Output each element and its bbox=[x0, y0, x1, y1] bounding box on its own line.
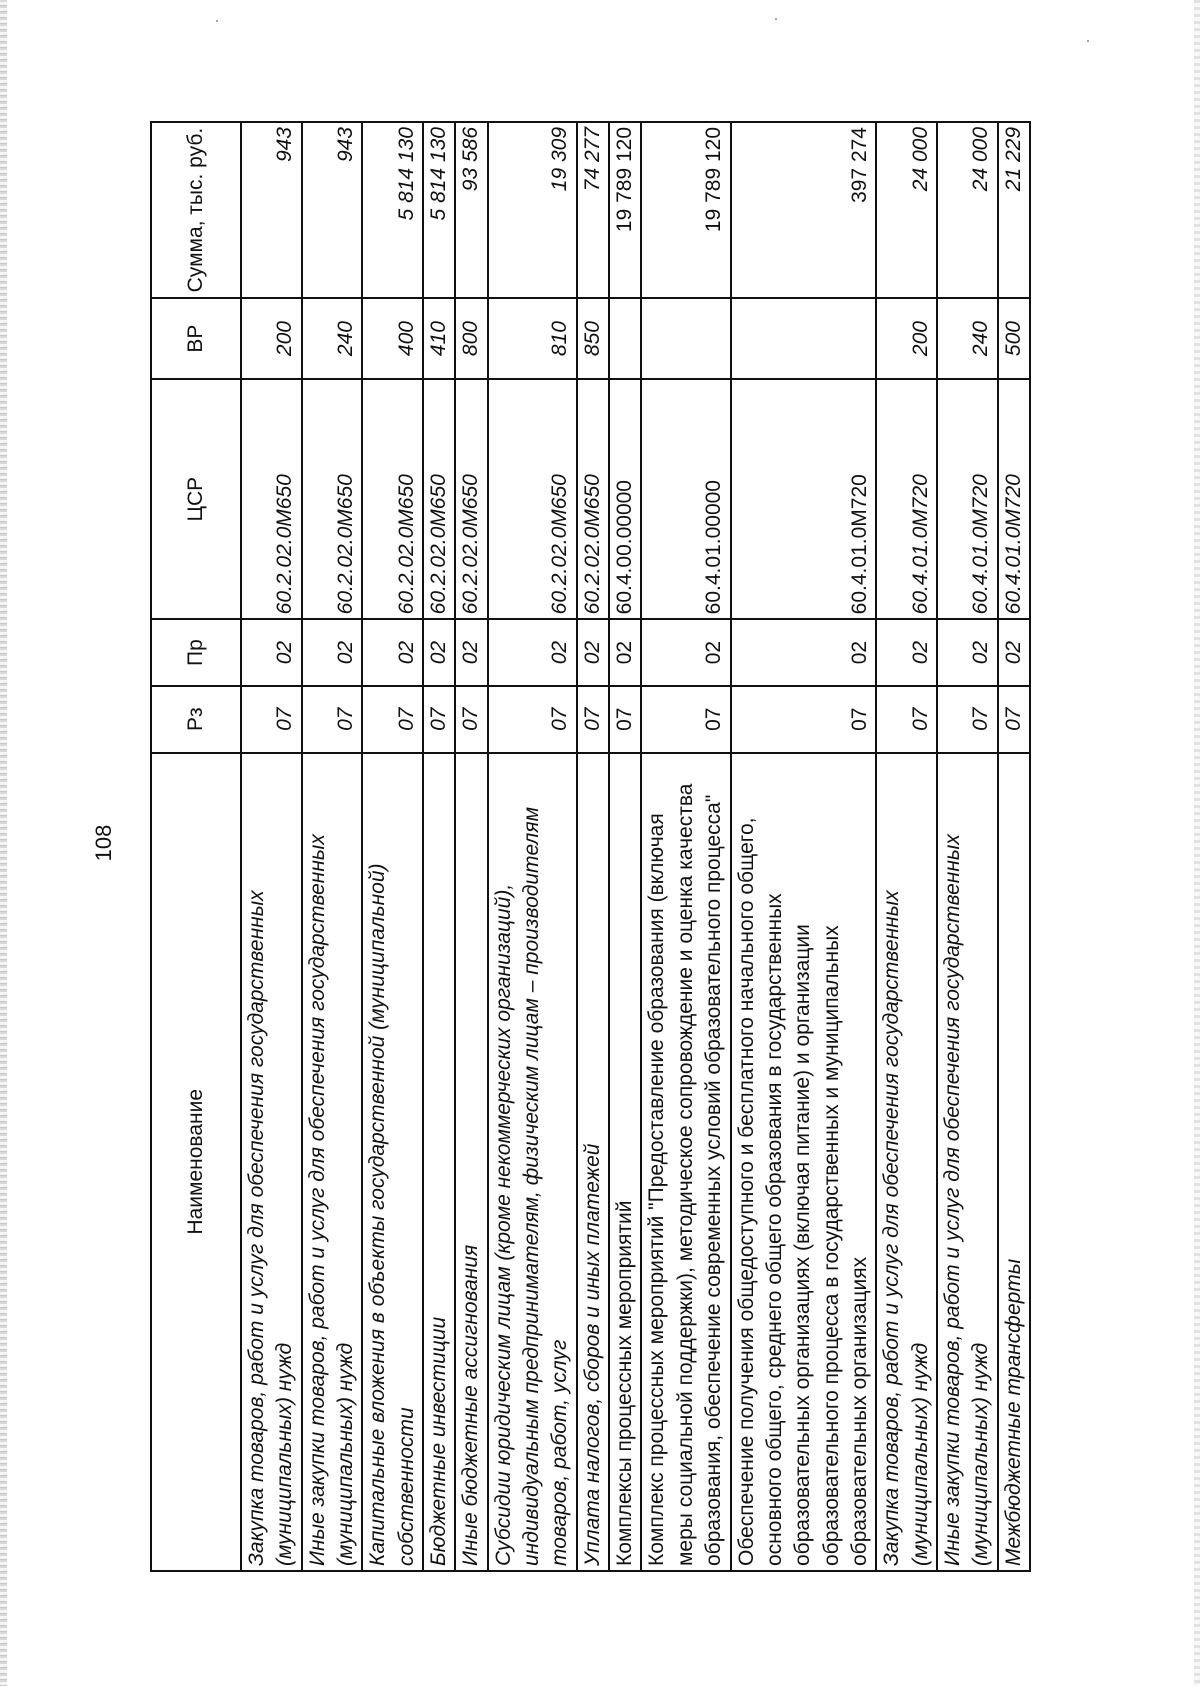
cell-pr: 02 bbox=[241, 619, 302, 686]
cell-sum: 943 bbox=[302, 122, 363, 298]
cell-rz: 07 bbox=[731, 686, 877, 753]
cell-vr: 240 bbox=[937, 298, 998, 379]
cell-csr: 60.4.01.0М720 bbox=[937, 379, 998, 619]
scan-speck bbox=[775, 18, 777, 20]
cell-sum: 24 000 bbox=[937, 122, 998, 298]
cell-pr: 02 bbox=[998, 619, 1030, 686]
header-sum: Сумма, тыс. руб. bbox=[151, 122, 241, 298]
cell-csr: 60.4.01.00000 bbox=[641, 379, 730, 619]
cell-vr: 240 bbox=[302, 298, 363, 379]
cell-vr bbox=[641, 298, 730, 379]
cell-name: Обеспечение получения общедоступного и бесплатного начального общего, основного общего, среднего общего образования в государственных образовательных организациях (включая питание) и организации образовательного процесса в государственных и муниципальных образовательных организациях bbox=[731, 753, 877, 1571]
cell-rz: 07 bbox=[998, 686, 1030, 753]
cell-pr: 02 bbox=[876, 619, 937, 686]
cell-vr bbox=[609, 298, 641, 379]
cell-sum: 93 586 bbox=[455, 122, 487, 298]
cell-rz: 07 bbox=[488, 686, 577, 753]
cell-name: Закупка товаров, работ и услуг для обеспечения государственных (муниципальных) нужд bbox=[241, 753, 302, 1571]
cell-csr: 60.2.02.0М650 bbox=[362, 379, 423, 619]
cell-csr: 60.2.02.0М650 bbox=[241, 379, 302, 619]
header-name: Наименование bbox=[151, 753, 241, 1571]
cell-name: Субсидии юридическим лицам (кроме некоммерческих организаций), индивидуальным предпринимателям, физическим лицам – производителям товаров, работ, услуг bbox=[488, 753, 577, 1571]
cell-name: Межбюджетные трансферты bbox=[998, 753, 1030, 1571]
cell-sum: 5 814 130 bbox=[362, 122, 423, 298]
page-number: 108 bbox=[91, 824, 116, 862]
scan-speck bbox=[216, 20, 218, 22]
cell-sum: 74 277 bbox=[577, 122, 609, 298]
table-header-row bbox=[151, 122, 241, 1571]
cell-name: Комплексы процессных мероприятий bbox=[609, 753, 641, 1571]
header-pr: Пр bbox=[151, 619, 241, 686]
cell-vr bbox=[731, 298, 877, 379]
cell-vr: 410 bbox=[423, 298, 455, 379]
cell-sum: 5 814 130 bbox=[423, 122, 455, 298]
table-row bbox=[577, 122, 609, 1571]
cell-sum: 21 229 bbox=[998, 122, 1030, 298]
cell-sum: 397 274 bbox=[731, 122, 877, 298]
cell-rz: 07 bbox=[302, 686, 363, 753]
cell-sum: 24 000 bbox=[876, 122, 937, 298]
table-row bbox=[488, 122, 577, 1571]
cell-pr: 02 bbox=[577, 619, 609, 686]
table-row bbox=[423, 122, 455, 1571]
cell-pr: 02 bbox=[302, 619, 363, 686]
cell-pr: 02 bbox=[362, 619, 423, 686]
cell-vr: 200 bbox=[241, 298, 302, 379]
header-vr: ВР bbox=[151, 298, 241, 379]
cell-sum: 19 789 120 bbox=[609, 122, 641, 298]
table-row bbox=[937, 122, 998, 1571]
cell-sum: 943 bbox=[241, 122, 302, 298]
cell-csr: 60.2.02.0М650 bbox=[488, 379, 577, 619]
cell-rz: 07 bbox=[362, 686, 423, 753]
cell-pr: 02 bbox=[937, 619, 998, 686]
cell-csr: 60.2.02.0М650 bbox=[455, 379, 487, 619]
table-row bbox=[609, 122, 641, 1571]
cell-csr: 60.2.02.0М650 bbox=[423, 379, 455, 619]
cell-csr: 60.4.01.0М720 bbox=[731, 379, 877, 619]
cell-rz: 07 bbox=[641, 686, 730, 753]
table-row bbox=[362, 122, 423, 1571]
cell-csr: 60.4.01.0М720 bbox=[998, 379, 1030, 619]
cell-csr: 60.2.02.0М650 bbox=[302, 379, 363, 619]
table-row bbox=[455, 122, 487, 1571]
table-row bbox=[998, 122, 1030, 1571]
cell-rz: 07 bbox=[577, 686, 609, 753]
cell-pr: 02 bbox=[423, 619, 455, 686]
cell-name: Капитальные вложения в объекты государственной (муниципальной) собственности bbox=[362, 753, 423, 1571]
cell-rz: 07 bbox=[241, 686, 302, 753]
cell-name: Иные закупки товаров, работ и услуг для обеспечения государственных (муниципальных) нужд bbox=[302, 753, 363, 1571]
cell-rz: 07 bbox=[876, 686, 937, 753]
table-row bbox=[641, 122, 730, 1571]
cell-rz: 07 bbox=[609, 686, 641, 753]
cell-rz: 07 bbox=[423, 686, 455, 753]
cell-vr: 200 bbox=[876, 298, 937, 379]
cell-pr: 02 bbox=[455, 619, 487, 686]
cell-csr: 60.4.00.00000 bbox=[609, 379, 641, 619]
cell-pr: 02 bbox=[609, 619, 641, 686]
budget-table bbox=[150, 121, 1031, 1572]
table-row bbox=[876, 122, 937, 1571]
scan-speck bbox=[1087, 40, 1089, 42]
cell-sum: 19 309 bbox=[488, 122, 577, 298]
cell-pr: 02 bbox=[731, 619, 877, 686]
cell-name: Бюджетные инвестиции bbox=[423, 753, 455, 1571]
cell-vr: 500 bbox=[998, 298, 1030, 379]
cell-pr: 02 bbox=[641, 619, 730, 686]
table-row bbox=[302, 122, 363, 1571]
cell-rz: 07 bbox=[455, 686, 487, 753]
cell-name: Иные закупки товаров, работ и услуг для обеспечения государственных (муниципальных) нужд bbox=[937, 753, 998, 1571]
header-csr: ЦСР bbox=[151, 379, 241, 619]
cell-csr: 60.4.01.0М720 bbox=[876, 379, 937, 619]
budget-table-container bbox=[150, 121, 1025, 1572]
scan-edge-left bbox=[0, 0, 7, 1686]
cell-vr: 800 bbox=[455, 298, 487, 379]
header-rz: Рз bbox=[151, 686, 241, 753]
cell-name: Комплекс процессных мероприятий "Предоставление образования (включая меры социальной поддержки), методическое сопровождение и оценка качества образования, обеспечение современных условий образовательного процесса" bbox=[641, 753, 730, 1571]
table-row bbox=[241, 122, 302, 1571]
cell-vr: 850 bbox=[577, 298, 609, 379]
cell-sum: 19 789 120 bbox=[641, 122, 730, 298]
cell-vr: 400 bbox=[362, 298, 423, 379]
cell-csr: 60.2.02.0М650 bbox=[577, 379, 609, 619]
cell-vr: 810 bbox=[488, 298, 577, 379]
table-body bbox=[241, 122, 1030, 1571]
table-row bbox=[731, 122, 877, 1571]
cell-pr: 02 bbox=[488, 619, 577, 686]
cell-name: Уплата налогов, сборов и иных платежей bbox=[577, 753, 609, 1571]
cell-name: Иные бюджетные ассигнования bbox=[455, 753, 487, 1571]
cell-name: Закупка товаров, работ и услуг для обеспечения государственных (муниципальных) нужд bbox=[876, 753, 937, 1571]
scan-edge-right bbox=[1194, 0, 1200, 1686]
cell-rz: 07 bbox=[937, 686, 998, 753]
